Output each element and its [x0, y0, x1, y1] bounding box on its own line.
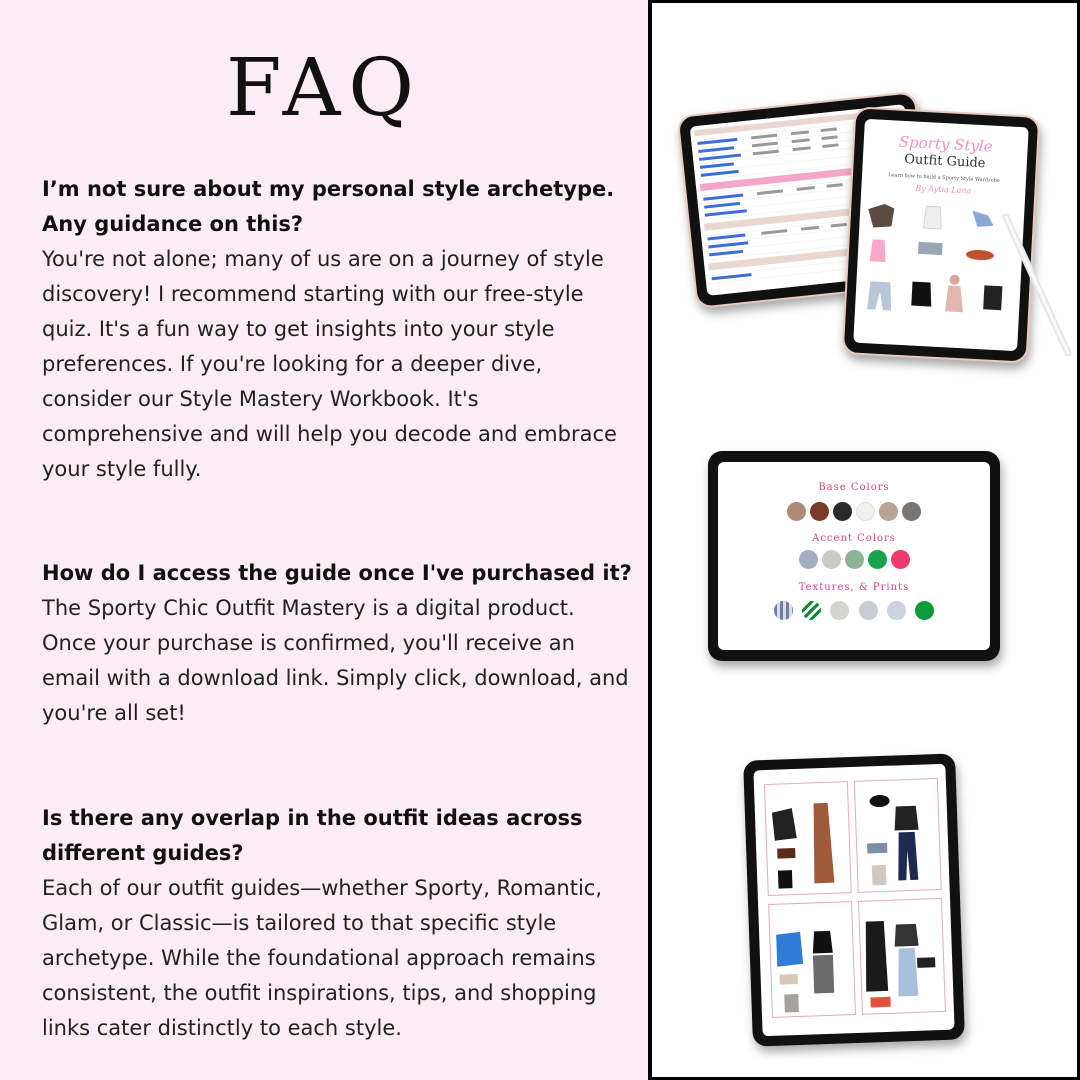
base-color-swatch — [902, 502, 921, 521]
cover-script-title: Sporty Style — [898, 132, 994, 156]
base-color-swatch — [833, 502, 852, 521]
accent-color-swatch — [822, 550, 841, 569]
cover-title: Outfit Guide — [903, 151, 986, 172]
accent-colors-label: Accent Colors — [812, 533, 896, 544]
outfit-grid-tablet — [743, 753, 965, 1046]
base-color-swatch — [856, 502, 875, 521]
outfit-card — [764, 781, 852, 896]
outfit-card — [858, 898, 946, 1015]
plaid-swatch — [774, 601, 793, 620]
page-title: FAQ — [226, 41, 422, 134]
faq-question: I’m not sure about my personal style archetype. Any guidance on this? — [42, 177, 615, 236]
textures-row — [718, 601, 990, 624]
accent-color-swatch — [868, 550, 887, 569]
faq-answer: The Sporty Chic Outfit Mastery is a digital product. Once your purchase is confirmed, you'll receive an email with a download link. Simply click, download, and you're all set! — [42, 596, 629, 725]
textures-label: Textures, & Prints — [798, 582, 910, 593]
accent-color-swatch — [891, 550, 910, 569]
denim-swatch — [859, 601, 878, 620]
outfit-card — [854, 778, 942, 893]
product-mockups-panel — [648, 0, 1080, 1080]
faq-question: How do I access the guide once I've purchased it? — [42, 561, 632, 585]
color-palette-screen — [718, 462, 990, 650]
accent-colors-row — [718, 550, 990, 573]
base-color-swatch — [810, 502, 829, 521]
tweed-swatch — [887, 601, 906, 620]
green-print-swatch — [915, 601, 934, 620]
cover-subtitle: Learn how to build a Sporty Style Wardrobe — [887, 172, 1000, 185]
accent-color-swatch — [845, 550, 864, 569]
faq-item-2 — [42, 556, 632, 731]
faq-answer: Each of our outfit guides—whether Sporty, Romantic, Glam, or Classic—is tailored to that specific style archetype. While the foundational approach remains consistent, the outfit inspirations, tips, and shopping links cater distinctly to each style. — [42, 876, 602, 1040]
knit-swatch — [830, 601, 849, 620]
outfit-grid-screen — [753, 764, 954, 1037]
faq-answer: You're not alone; many of us are on a journey of style discovery! I recommend starting with our free-style quiz. It's a fun way to get insights into your style preferences. If you're looking for a deeper dive, consider our Style Mastery Workbook. It's comprehensive and will help you decode and embrace your style fully. — [42, 247, 617, 481]
base-colors-label: Base Colors — [818, 482, 890, 493]
outfit-card — [768, 901, 856, 1018]
cover-byline: By Aytia Lana — [915, 183, 972, 196]
base-color-swatch — [787, 502, 806, 521]
color-palette-tablet — [708, 451, 1000, 661]
accent-color-swatch — [799, 550, 818, 569]
stripe-swatch — [802, 601, 821, 620]
base-colors-row — [718, 502, 990, 525]
stylus-pencil — [998, 213, 1078, 363]
faq-question: Is there any overlap in the outfit ideas across different guides? — [42, 806, 583, 865]
faq-item-3 — [42, 801, 632, 1046]
faq-item-1 — [42, 172, 632, 487]
base-color-swatch — [879, 502, 898, 521]
